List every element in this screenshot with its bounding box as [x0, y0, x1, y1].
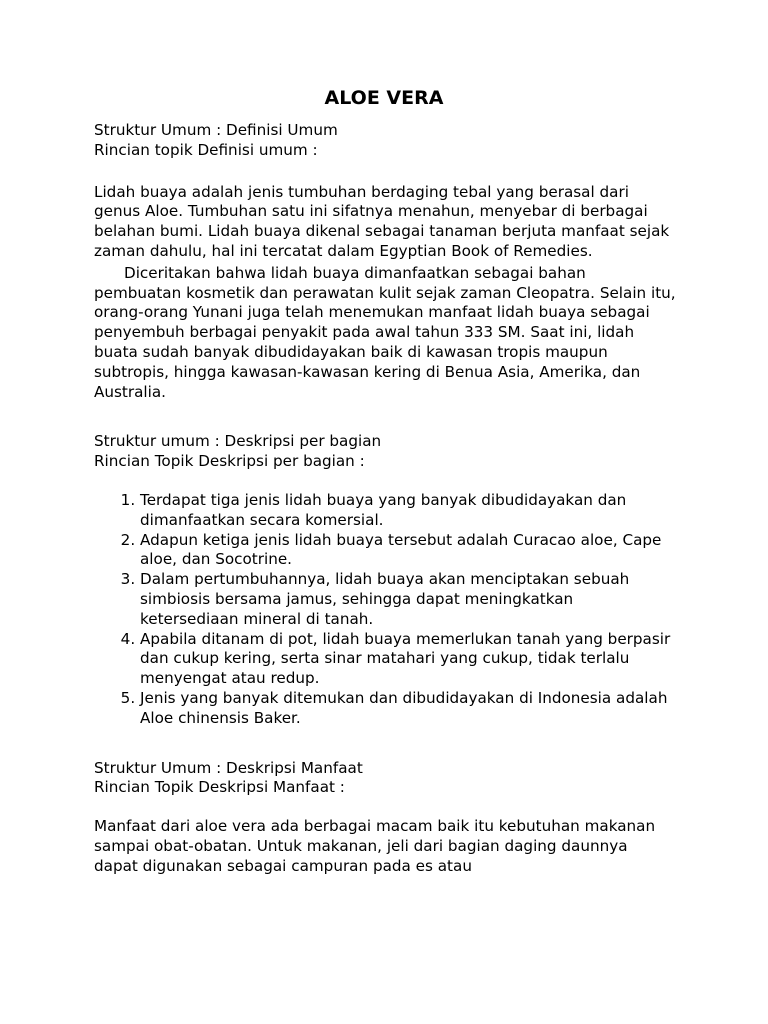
list-item: 2. Adapun ketiga jenis lidah buaya tersebut adalah Curacao aloe, Cape aloe, dan Socotrine. — [140, 531, 676, 571]
section1-struktur: Struktur Umum : Definisi Umum — [94, 121, 338, 139]
section1-rincian: Rincian topik Definisi umum : — [94, 140, 318, 159]
list-item: 3. Dalam pertumbuhannya, lidah buaya akan menciptakan sebuah simbiosis bersama jamus, sehingga dapat meningkatkan ketersediaan mineral di tanah. — [140, 570, 676, 629]
document-title: ALOE VERA — [324, 87, 444, 109]
section2-list — [94, 491, 676, 729]
section2-struktur: Struktur umum : Deskripsi per bagian — [94, 432, 382, 451]
section3-rincian: Rincian Topik Deskripsi Manfaat : — [94, 778, 345, 797]
section1-paragraph-2: Diceritakan bahwa lidah buaya dimanfaatkan sebagai bahan pembuatan kosmetik dan perawatan kulit sejak zaman Cleopatra. Selain itu, orang-orang Yunani juga telah menemukan manfaat lidah buaya sebagai penyembuh berbagai penyakit pada awal tahun 333 SM. Saat ini, lidah buata sudah banyak dibudidayakan baik di kawasan tropis maupun subtropis, hingga kawasan-kawasan kering di Benua Asia, Amerika, dan Australia. — [94, 263, 676, 401]
section3-struktur: Struktur Umum : Deskripsi Manfaat — [94, 758, 363, 777]
document-body — [94, 121, 676, 877]
list-item: 1. Terdapat tiga jenis lidah buaya yang banyak dibudidayakan dan dimanfaatkan secara komersial. — [140, 491, 676, 531]
list-item: 4. Apabila ditanam di pot, lidah buaya memerlukan tanah yang berpasir dan cukup kering, serta sinar matahari yang cukup, tidak terlalu menyengat atau redup. — [140, 630, 676, 689]
section2-rincian: Rincian Topik Deskripsi per bagian : — [94, 452, 365, 471]
list-item: 5. Jenis yang banyak ditemukan dan dibudidayakan di Indonesia adalah Aloe chinensis Baker. — [140, 689, 676, 729]
section3-paragraph: Manfaat dari aloe vera ada berbagai macam baik itu kebutuhan makanan sampai obat-obatan. Untuk makanan, jeli dari bagian daging daunnya dapat digunakan sebagai campuran pada es atau — [94, 817, 656, 875]
section1-paragraph-1: Lidah buaya adalah jenis tumbuhan berdaging tebal yang berasal dari genus Aloe. Tumbuhan satu ini sifatnya menahun, menyebar di berbagai belahan bumi. Lidah buaya dikenal sebagai tanaman berjuta manfaat sejak zaman dahulu, hal ini tercatat dalam Egyptian Book of Remedies. — [94, 182, 670, 260]
